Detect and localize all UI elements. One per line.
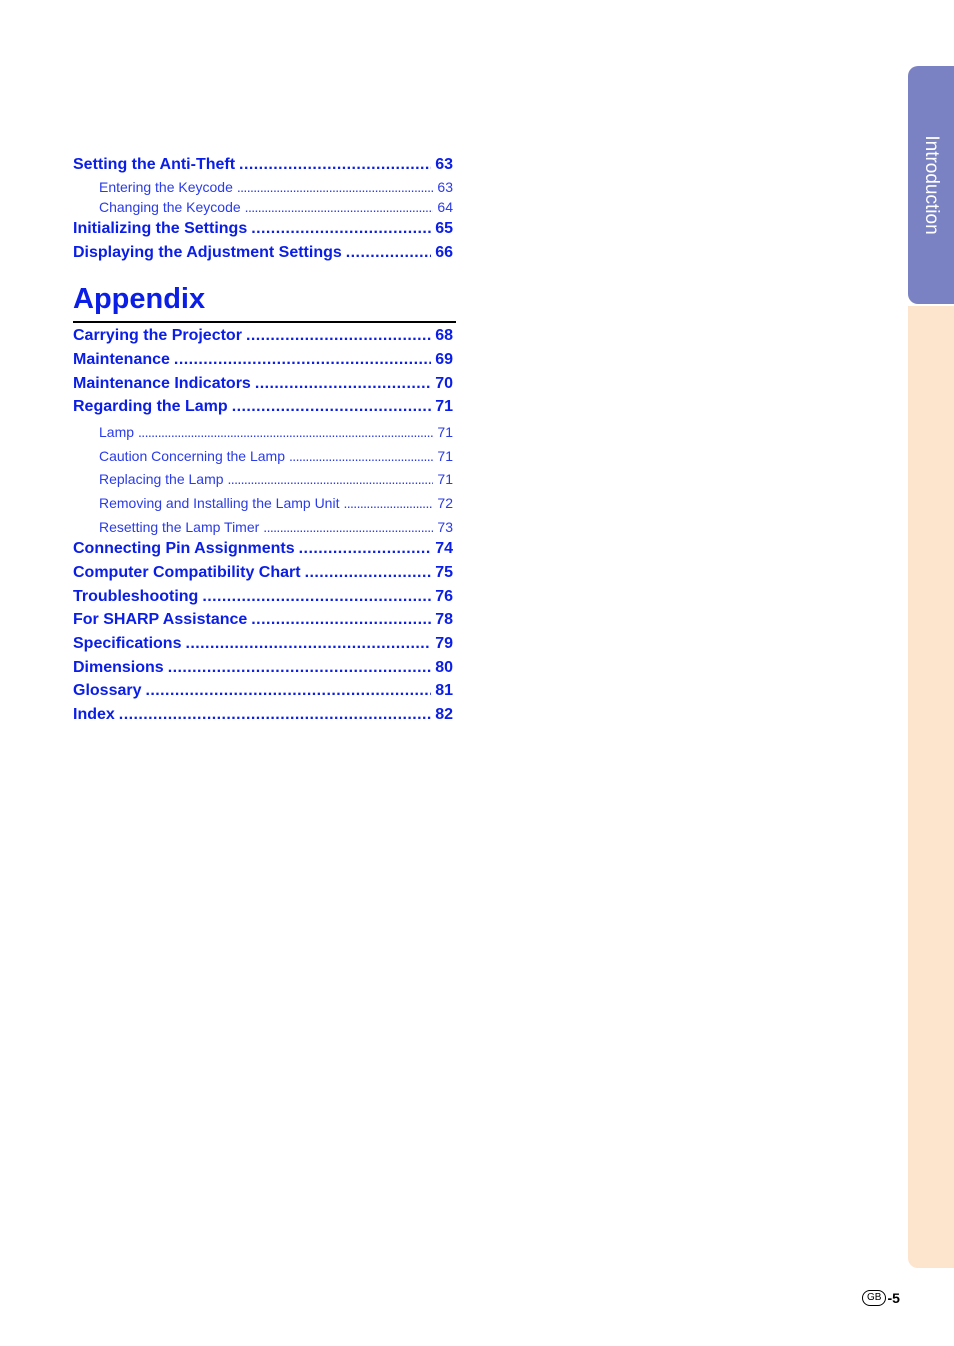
toc-entry-label: Entering the Keycode xyxy=(99,179,233,195)
dot-leader xyxy=(251,220,431,238)
toc-entry-label: Maintenance xyxy=(73,351,170,368)
toc-entry[interactable] xyxy=(73,424,453,442)
dot-leader xyxy=(289,448,433,464)
toc-entry-page: 78 xyxy=(435,611,453,628)
toc-entry[interactable] xyxy=(73,179,453,197)
toc-entry-page: 71 xyxy=(435,398,453,415)
toc-entry-label: Index xyxy=(73,706,115,723)
dot-leader xyxy=(251,611,431,629)
toc-entry-label: Initializing the Settings xyxy=(73,220,248,237)
toc-entry-label: Setting the Anti-Theft xyxy=(73,156,236,173)
toc-entry[interactable] xyxy=(73,448,453,466)
dot-leader xyxy=(185,635,431,653)
toc-entry-label: Carrying the Projector xyxy=(73,327,242,344)
toc-entry-page: 80 xyxy=(435,659,453,676)
dot-leader xyxy=(237,179,434,195)
dot-leader xyxy=(305,564,432,582)
toc-entry-page: 70 xyxy=(435,375,453,392)
toc-entry[interactable] xyxy=(73,706,453,726)
toc-entry[interactable] xyxy=(73,220,453,240)
toc-entry[interactable] xyxy=(73,327,453,347)
dot-leader xyxy=(346,244,431,262)
toc-entry-page: 63 xyxy=(437,179,453,195)
toc-entry-page: 66 xyxy=(435,244,453,261)
section-heading: Appendix xyxy=(73,283,206,315)
toc-entry-page: 71 xyxy=(437,424,453,440)
toc-entry-page: 81 xyxy=(435,682,453,699)
section-tab-label: Introduction xyxy=(921,135,942,235)
toc-entry-label: Lamp xyxy=(99,424,135,440)
toc-entry[interactable] xyxy=(73,199,453,217)
toc-entry-label: Displaying the Adjustment Settings xyxy=(73,244,342,261)
dot-leader xyxy=(138,424,433,440)
dot-leader xyxy=(245,199,434,215)
dot-leader xyxy=(145,682,431,700)
heading-divider xyxy=(73,321,456,323)
toc-entry-label: For SHARP Assistance xyxy=(73,611,248,628)
dot-leader xyxy=(246,327,431,345)
toc-entry-page: 71 xyxy=(437,448,453,464)
toc-entry-label: Troubleshooting xyxy=(73,588,199,605)
toc-entry-page: 68 xyxy=(435,327,453,344)
dot-leader xyxy=(239,156,431,174)
dot-leader xyxy=(255,375,431,393)
toc-entry-page: 72 xyxy=(437,495,453,511)
page-number xyxy=(862,1290,900,1306)
toc-entry-page: 69 xyxy=(435,351,453,368)
dot-leader xyxy=(263,519,433,535)
dot-leader xyxy=(232,398,432,416)
dot-leader xyxy=(228,471,434,487)
toc-entry-label: Caution Concerning the Lamp xyxy=(99,448,286,464)
dot-leader xyxy=(343,495,433,511)
toc-entry-label: Dimensions xyxy=(73,659,164,676)
toc-entry[interactable] xyxy=(73,495,453,513)
toc-entry-label: Replacing the Lamp xyxy=(99,471,224,487)
dot-leader xyxy=(119,706,431,724)
toc-entry[interactable] xyxy=(73,398,453,418)
toc-entry-label: Removing and Installing the Lamp Unit xyxy=(99,495,340,511)
toc-entry[interactable] xyxy=(73,635,453,655)
side-margin-band xyxy=(908,306,954,1268)
section-tab-introduction[interactable] xyxy=(908,66,954,304)
toc-entry[interactable] xyxy=(73,156,453,176)
toc-entry-label: Maintenance Indicators xyxy=(73,375,251,392)
dot-leader xyxy=(174,351,431,369)
toc-entry[interactable] xyxy=(73,375,453,395)
toc-entry[interactable] xyxy=(73,351,453,371)
toc-entry-page: 73 xyxy=(437,519,453,535)
page-number-suffix: -5 xyxy=(887,1290,900,1306)
toc-entry[interactable] xyxy=(73,519,453,537)
toc-entry-label: Specifications xyxy=(73,635,182,652)
toc-entry-page: 71 xyxy=(437,471,453,487)
dot-leader xyxy=(299,540,432,558)
toc-entry-page: 64 xyxy=(437,199,453,215)
toc-entry-label: Connecting Pin Assignments xyxy=(73,540,295,557)
toc-entry-label: Glossary xyxy=(73,682,142,699)
toc-entry-page: 75 xyxy=(435,564,453,581)
toc-entry[interactable] xyxy=(73,471,453,489)
toc-entry-label: Computer Compatibility Chart xyxy=(73,564,301,581)
toc-entry-page: 63 xyxy=(435,156,453,173)
toc-entry-page: 74 xyxy=(435,540,453,557)
toc-entry[interactable] xyxy=(73,540,453,560)
region-badge: GB xyxy=(862,1290,886,1306)
toc-entry[interactable] xyxy=(73,564,453,584)
toc-entry-page: 79 xyxy=(435,635,453,652)
toc-entry[interactable] xyxy=(73,588,453,608)
toc-entry-page: 65 xyxy=(435,220,453,237)
toc-entry-label: Resetting the Lamp Timer xyxy=(99,519,260,535)
toc-entry[interactable] xyxy=(73,682,453,702)
dot-leader xyxy=(168,659,432,677)
toc-entry-page: 76 xyxy=(435,588,453,605)
dot-leader xyxy=(202,588,431,606)
toc-entry[interactable] xyxy=(73,244,453,264)
toc-entry[interactable] xyxy=(73,659,453,679)
toc-entry-label: Changing the Keycode xyxy=(99,199,241,215)
toc-entry[interactable] xyxy=(73,611,453,631)
toc-entry-label: Regarding the Lamp xyxy=(73,398,228,415)
toc-entry-page: 82 xyxy=(435,706,453,723)
